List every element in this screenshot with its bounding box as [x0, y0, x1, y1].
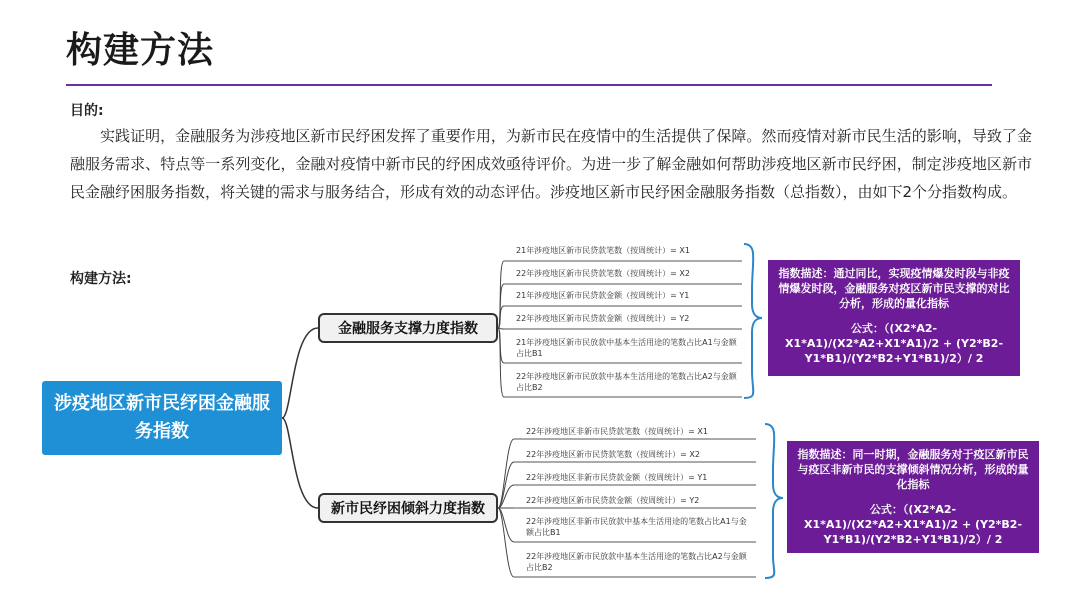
leaf-item: 22年涉疫地区非新市民放款中基本生活用途的笔数占比A1与金额占比B1: [526, 517, 747, 537]
formula-text: 公式：（(X2*A2-X1*A1)/(X2*A2+X1*A1)/2 + (Y2*B2-Y1*B1)/(Y2*B2+Y1*B1)/2）/ 2: [784, 322, 1004, 365]
leaf-item: 22年涉疫地区新市民贷款笔数（按周统计）= X2: [516, 269, 690, 278]
description-text: 指数描述：同一时期，金融服务对于疫区新市民与疫区非新市民的支撑倾斜情况分析，形成的量化指标: [797, 448, 1029, 491]
index-description-box: [787, 441, 1039, 553]
brace-1: [744, 244, 762, 398]
purpose-label: 目的:: [70, 103, 104, 119]
page-title: 构建方法: [66, 30, 215, 71]
leaf-connector: [498, 508, 514, 577]
formula-text: 公式：（(X2*A2-X1*A1)/(X2*A2+X1*A1)/2 + (Y2*B2-Y1*B1)/(Y2*B2+Y1*B1)/2）/ 2: [803, 503, 1023, 546]
description-text: 指数描述：通过同比，实现疫情爆发时段与非疫情爆发时段，金融服务对疫区新市民支撑的对比分析，形成的量化指标: [778, 267, 1010, 310]
index-description-box: [768, 260, 1020, 376]
brace-2: [765, 424, 783, 578]
leaf-item: 22年涉疫地区新市民贷款笔数（按周统计）= X2: [526, 450, 700, 459]
leaf-connector: [498, 328, 504, 363]
purpose-paragraph: 实践证明，金融服务为涉疫地区新市民纾困发挥了重要作用，为新市民在疫情中的生活提供了保障。然而疫情对新市民生活的影响，导致了金融服务需求、特点等一系列变化，金融对疫情中新市民的纾困成效亟待评价。为进一步了解金融如何帮助涉疫地区新市民纾困，制定涉疫地区新市民金融纾困服务指数，将关键的需求与服务结合，形成有效的动态评估。涉疫地区新市民纾困金融服务指数（总指数），由如下2个分指数构成。: [70, 127, 1032, 201]
root-index-box: 涉疫地区新市民纾困金融服务指数: [42, 381, 282, 455]
root-connector: [282, 328, 318, 418]
leaf-item: 21年涉疫地区新市民贷款笔数（按周统计）= X1: [516, 246, 690, 255]
leaf-item: 22年涉疫地区新市民贷款金额（按周统计）= Y2: [516, 314, 690, 323]
leaf-item: 21年涉疫地区新市民贷款金额（按周统计）= Y1: [516, 291, 690, 300]
branch-support-index: 金融服务支撑力度指数: [318, 313, 498, 343]
method-label: 构建方法:: [70, 271, 132, 287]
leaf-item: 22年涉疫地区非新市民贷款金额（按周统计）= Y1: [526, 473, 708, 482]
leaf-item: 22年涉疫地区新市民贷款金额（按周统计）= Y2: [526, 496, 700, 505]
leaf-item: 22年涉疫地区新市民放款中基本生活用途的笔数占比A2与金额占比B2: [526, 552, 747, 572]
leaf-item: 22年涉疫地区新市民放款中基本生活用途的笔数占比A2与金额占比B2: [516, 372, 737, 392]
leaf-item: 22年涉疫地区非新市民贷款笔数（按周统计）= X1: [526, 427, 708, 436]
root-connector: [282, 418, 318, 508]
leaf-connector: [498, 439, 514, 508]
leaf-item: 21年涉疫地区新市民放款中基本生活用途的笔数占比A1与金额占比B1: [516, 338, 737, 358]
branch-tilt-index: 新市民纾困倾斜力度指数: [318, 493, 498, 523]
